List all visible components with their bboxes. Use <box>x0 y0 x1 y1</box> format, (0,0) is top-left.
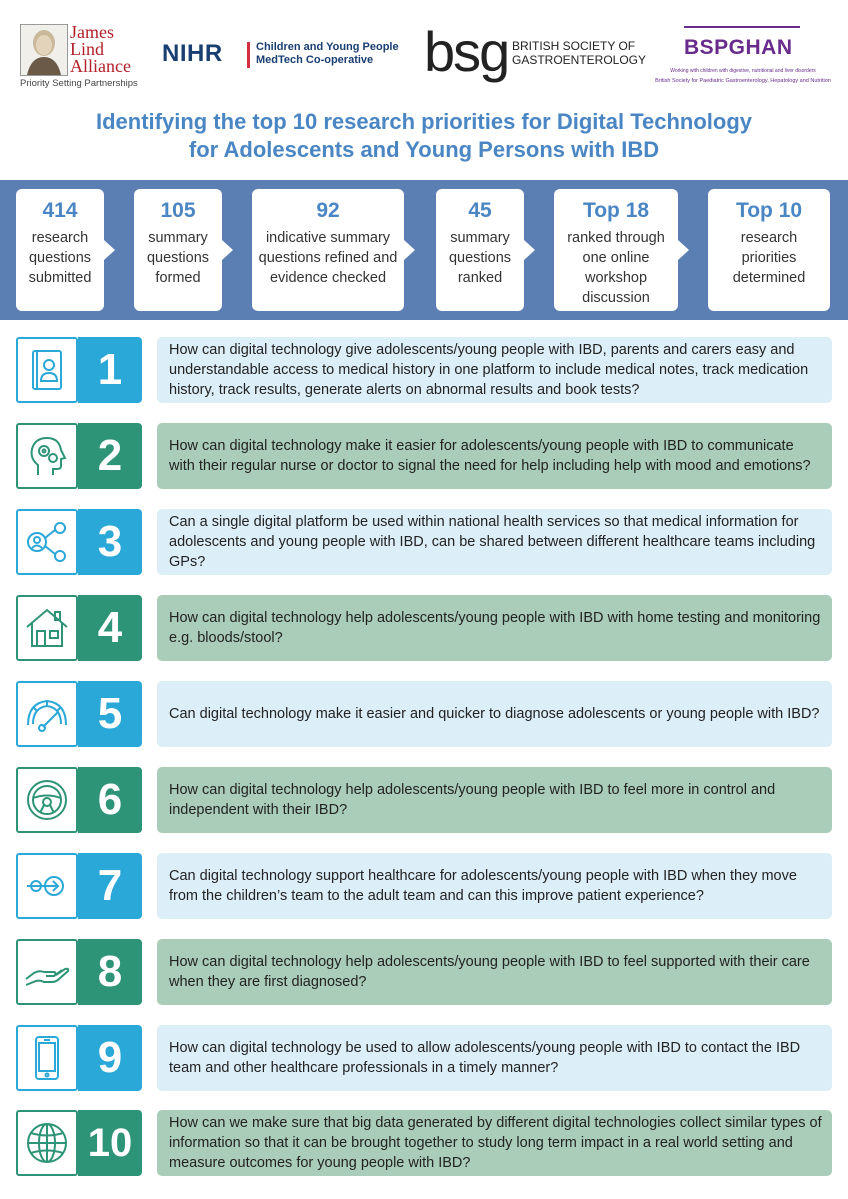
priority-question <box>157 1025 832 1091</box>
james-lind-alliance-logo <box>18 22 146 92</box>
priority-row <box>16 509 832 575</box>
priority-question <box>157 337 832 403</box>
bspghan-rule <box>684 26 800 28</box>
process-step <box>252 189 404 311</box>
priority-text: How can digital technology help adolescents/young people with IBD with home testing and monitoring e.g. bloods/stool? <box>169 610 821 646</box>
bspghan-full-name: British Society for Paediatric Gastroenterology, Hepatology and Nutrition <box>655 78 831 84</box>
bspghan-tagline: Working with children with digestive, nutritional and liver disorders <box>670 68 816 74</box>
priority-rank: 4 <box>78 595 142 661</box>
bspghan-mark: BSPGHAN <box>684 36 793 59</box>
step-label: summary questions formed <box>146 230 210 286</box>
priority-question <box>157 423 832 489</box>
priority-row <box>16 681 832 747</box>
step-number: Top 18 <box>582 199 650 222</box>
medical-record-icon <box>16 337 78 403</box>
priority-question <box>157 509 832 575</box>
chevron-right-icon <box>524 240 535 260</box>
priority-text: Can digital technology support healthcare for adolescents/young people with IBD when they move from the children’s team to the adult team and can this improve patient experience? <box>169 868 797 904</box>
globe-icon <box>16 1110 78 1176</box>
process-step <box>16 189 104 311</box>
priority-question <box>157 853 832 919</box>
process-step <box>134 189 222 311</box>
priority-text: How can digital technology give adolescents/young people with IBD, parents and carers easy and understandable access to medical history in one platform to include medical notes, track medication history, track results, generate alerts on abnormal results and book tests? <box>169 342 809 398</box>
step-number: Top 10 <box>735 199 803 222</box>
process-band <box>0 180 848 320</box>
priority-icon-box <box>16 681 142 747</box>
priority-icon-box <box>16 423 142 489</box>
logo-header <box>0 0 848 100</box>
priority-rank: 9 <box>78 1025 142 1091</box>
priority-icon-box <box>16 1025 142 1091</box>
step-label: ranked through one online workshop discussion <box>567 230 665 306</box>
priority-rank: 3 <box>78 509 142 575</box>
priority-row <box>16 337 832 403</box>
jla-subtitle: Priority Setting Partnerships <box>20 78 138 89</box>
process-step <box>554 189 678 311</box>
priority-row <box>16 767 832 833</box>
nihr-mark: NIHR <box>162 40 223 67</box>
priority-rank: 6 <box>78 767 142 833</box>
page-title <box>0 108 848 164</box>
bsg-text <box>512 39 646 67</box>
step-label: summary questions ranked <box>448 230 512 286</box>
title-line1: Identifying the top 10 research priorities for Digital Technology <box>95 109 753 134</box>
bsg-logo <box>424 20 647 90</box>
chevron-right-icon <box>404 240 415 260</box>
step-label: research questions submitted <box>28 230 92 286</box>
transition-arrow-icon <box>16 853 78 919</box>
jla-name: James Lind Alliance <box>70 22 131 76</box>
priority-row <box>16 595 832 661</box>
step-label: indicative summary questions refined and evidence checked <box>258 230 398 286</box>
priority-text: How can digital technology help adolescents/young people with IBD to feel supported with their care when they are first diagnosed? <box>169 954 810 990</box>
priority-text: Can a single digital platform be used within national health services so that medical information for adolescents and young people with IBD, can be shared between different healthcare teams including GPs? <box>169 514 816 570</box>
priority-icon-box <box>16 595 142 661</box>
chevron-right-icon <box>222 240 233 260</box>
priority-row <box>16 853 832 919</box>
priority-question <box>157 1110 832 1176</box>
priority-rank: 5 <box>78 681 142 747</box>
priority-question <box>157 939 832 1005</box>
priority-icon-box <box>16 939 142 1005</box>
priority-text: How can digital technology help adolescents/young people with IBD to feel more in control and independent with their IBD? <box>169 782 776 818</box>
priority-rank: 2 <box>78 423 142 489</box>
step-label: research priorities determined <box>732 230 806 286</box>
step-number: 105 <box>160 199 196 222</box>
nihr-text-line2: MedTech Co-operative <box>256 54 374 66</box>
speedometer-icon <box>16 681 78 747</box>
title-line2: for Adolescents and Young Persons with IBD <box>188 137 660 162</box>
supporting-hand-icon <box>16 939 78 1005</box>
nihr-divider <box>247 42 250 68</box>
priority-icon-box <box>16 509 142 575</box>
priority-text: How can digital technology make it easier for adolescents/young people with IBD to communicate with their regular nurse or doctor to signal the need for help including help with mood and emotions? <box>169 438 811 474</box>
process-step <box>708 189 830 311</box>
priority-row <box>16 939 832 1005</box>
priority-text: How can we make sure that big data generated by different digital technologies collect similar types of information so that it can be brought together to study long term impact in a real world setting and measure outcomes for young people with IBD? <box>169 1115 822 1171</box>
priority-question <box>157 595 832 661</box>
priority-row <box>16 1025 832 1091</box>
priority-icon-box <box>16 1110 142 1176</box>
priority-icon-box <box>16 767 142 833</box>
priority-row <box>16 423 832 489</box>
priority-question <box>157 681 832 747</box>
priority-rank: 7 <box>78 853 142 919</box>
nihr-logo <box>162 38 412 74</box>
share-network-icon <box>16 509 78 575</box>
steering-wheel-icon <box>16 767 78 833</box>
process-step <box>436 189 524 311</box>
step-number: 92 <box>316 199 340 222</box>
head-gears-icon <box>16 423 78 489</box>
portrait-icon <box>20 24 68 76</box>
mobile-phone-icon <box>16 1025 78 1091</box>
priority-rank: 10 <box>78 1110 142 1176</box>
chevron-right-icon <box>678 240 689 260</box>
nihr-text-line1: Children and Young People <box>256 41 399 53</box>
bspghan-logo <box>648 26 838 92</box>
chevron-right-icon <box>104 240 115 260</box>
priority-question <box>157 767 832 833</box>
bsg-text-line2: GASTROENTEROLOGY <box>512 53 647 67</box>
priority-rank: 8 <box>78 939 142 1005</box>
nihr-text <box>256 41 399 67</box>
priority-icon-box <box>16 337 142 403</box>
priority-icon-box <box>16 853 142 919</box>
priority-text: Can digital technology make it easier and quicker to diagnose adolescents or young people with IBD? <box>169 706 820 722</box>
step-number: 45 <box>468 199 492 222</box>
priority-rank: 1 <box>78 337 142 403</box>
bsg-text-line1: BRITISH SOCIETY OF <box>512 39 636 53</box>
priority-row <box>16 1110 832 1176</box>
step-number: 414 <box>42 199 78 222</box>
priority-text: How can digital technology be used to allow adolescents/young people with IBD to contact the IBD team and other healthcare professionals in a timely manner? <box>169 1040 801 1076</box>
house-icon <box>16 595 78 661</box>
bsg-mark: bsg <box>424 20 509 83</box>
